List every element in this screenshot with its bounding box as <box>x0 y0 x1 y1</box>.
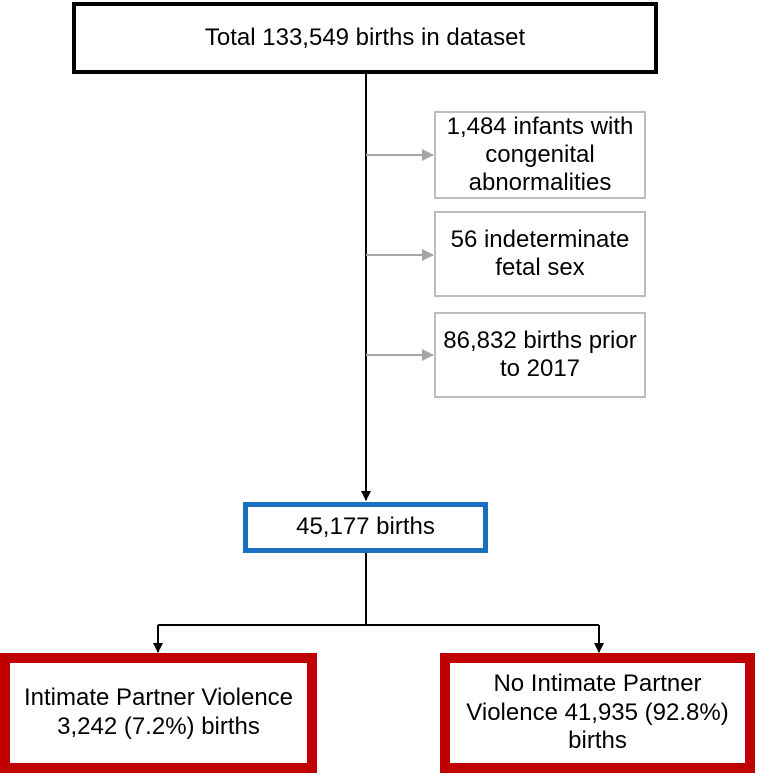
total-births-label: Total 133,549 births in dataset <box>204 23 526 51</box>
exclusion-box-fetal-sex <box>434 211 646 297</box>
exclusion-box-congenital <box>434 111 646 199</box>
ipv-group-label: Intimate Partner Violence 3,242 (7.2%) births <box>23 684 294 740</box>
no-ipv-group-box <box>440 653 755 773</box>
exclusion-label-fetal-sex: 56 indeterminate fetal sex <box>450 225 630 281</box>
included-births-label: 45,177 births <box>296 513 435 541</box>
exclusion-box-prior-2017 <box>434 312 646 398</box>
no-ipv-group-label: No Intimate Partner Violence 41,935 (92.8%) births <box>466 669 729 755</box>
exclusion-label-congenital: 1,484 infants with congenital abnormalities <box>446 112 634 197</box>
exclusion-label-prior-2017: 86,832 births prior to 2017 <box>443 326 637 382</box>
ipv-group-box <box>0 653 317 773</box>
included-births-box <box>243 502 488 553</box>
total-births-box <box>72 2 658 74</box>
